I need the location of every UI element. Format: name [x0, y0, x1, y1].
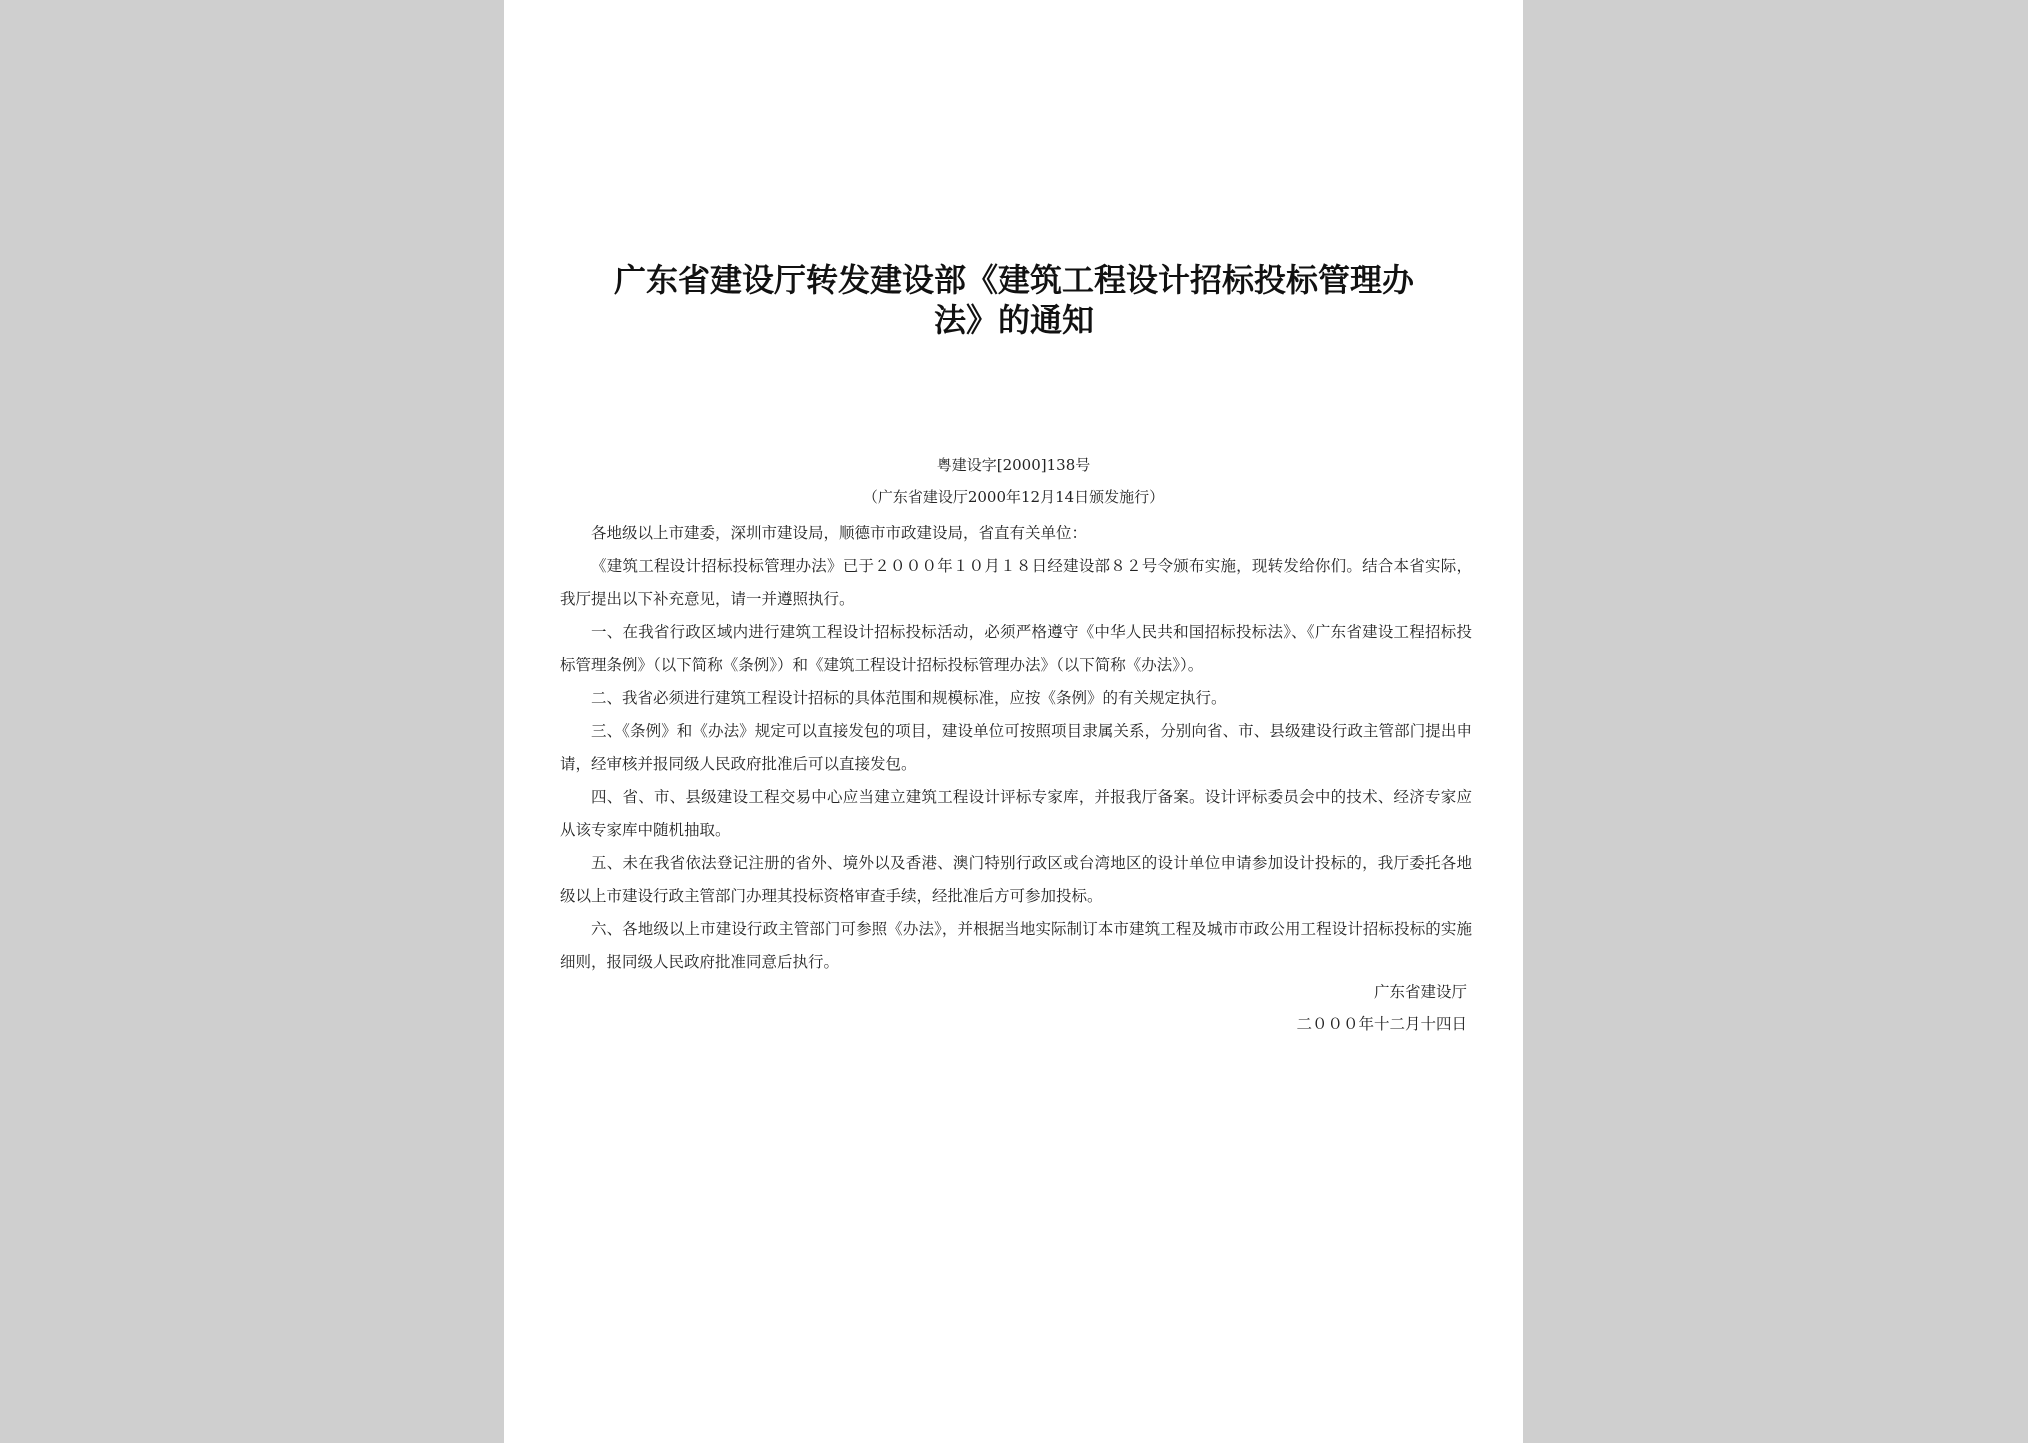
paragraph-item-4: 四、省、市、县级建设工程交易中心应当建立建筑工程设计评标专家库，并报我厅备案。设计评标委员会中的技术、经济专家应从该专家库中随机抽取。: [560, 788, 1472, 839]
paragraph-item-2: 二、我省必须进行建筑工程设计招标的具体范围和规模标准，应按《条例》的有关规定执行。: [591, 689, 1227, 707]
paragraph-item-1: 一、在我省行政区域内进行建筑工程设计招标投标活动，必须严格遵守《中华人民共和国招标投标法》、《广东省建设工程招标投标管理条例》（以下简称《条例》）和《建筑工程设计招标投标管理办法》（以下简称《办法》）。: [560, 623, 1472, 674]
signature-organization: 广东省建设厅: [1373, 983, 1467, 1001]
document-number: 粤建设字[2000]138号: [936, 456, 1091, 474]
salutation: 各地级以上市建委，深圳市建设局，顺德市市政建设局，省直有关单位：: [591, 524, 1088, 542]
document-title: 广东省建设厅转发建设部《建筑工程设计招标投标管理办法》的通知: [613, 261, 1414, 339]
document-page: [504, 0, 1523, 1443]
paragraph-item-5: 五、未在我省依法登记注册的省外、境外以及香港、澳门特别行政区或台湾地区的设计单位申请参加设计投标的，我厅委托各地级以上市建设行政主管部门办理其投标资格审查手续，经批准后方可参加投标。: [560, 854, 1472, 905]
paragraph-item-3: 三、《条例》和《办法》规定可以直接发包的项目，建设单位可按照项目隶属关系，分别向省、市、县级建设行政主管部门提出申请，经审核并报同级人民政府批准后可以直接发包。: [560, 722, 1472, 773]
paragraph-item-6: 六、各地级以上市建设行政主管部门可参照《办法》，并根据当地实际制订本市建筑工程及城市市政公用工程设计招标投标的实施细则，报同级人民政府批准同意后执行。: [560, 920, 1472, 971]
paragraph-intro: 《建筑工程设计招标投标管理办法》已于２０００年１０月１８日经建设部８２号令颁布实施，现转发给你们。结合本省实际，我厅提出以下补充意见，请一并遵照执行。: [560, 557, 1472, 608]
issue-note: （广东省建设厅2000年12月14日颁发施行）: [862, 488, 1165, 506]
document-body: [560, 517, 1472, 979]
signature-date: 二０００年十二月十四日: [1296, 1015, 1467, 1033]
